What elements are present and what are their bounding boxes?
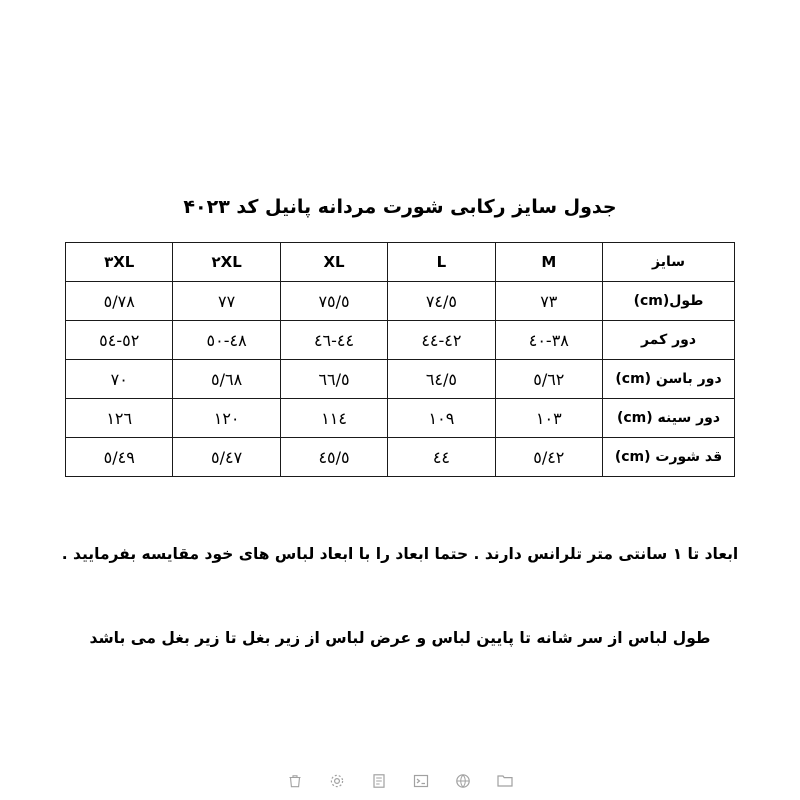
table-header-size-label: سایز — [603, 243, 735, 282]
cell-2-3: ٦۸/٥ — [173, 360, 280, 399]
table-row — [66, 282, 735, 321]
cell-0-4: ۷۸/٥ — [66, 282, 173, 321]
cell-3-4: ۱۲٦ — [66, 399, 173, 438]
files-icon[interactable] — [371, 773, 387, 789]
cell-4-2: ٤٥/٥ — [280, 438, 387, 477]
cell-4-4: ٤۹/٥ — [66, 438, 173, 477]
size-table-wrapper — [65, 242, 735, 477]
table-header-size-4: ۳XL — [66, 243, 173, 282]
row-label-4: قد شورت (cm) — [603, 438, 735, 477]
table-row — [66, 399, 735, 438]
taskbar — [0, 762, 800, 800]
cell-0-1: ۷٤/٥ — [388, 282, 495, 321]
cell-1-4: ٥۲-٥٤ — [66, 321, 173, 360]
cell-1-3: ٤۸-٥۰ — [173, 321, 280, 360]
cell-3-2: ۱۱٤ — [280, 399, 387, 438]
cell-1-2: ٤٤-٤٦ — [280, 321, 387, 360]
cell-4-1: ٤٤ — [388, 438, 495, 477]
settings-icon[interactable] — [329, 773, 345, 789]
cell-1-1: ٤۲-٤٤ — [388, 321, 495, 360]
trash-icon[interactable] — [287, 773, 303, 789]
cell-2-0: ٦۲/٥ — [495, 360, 602, 399]
cell-0-0: ۷۳ — [495, 282, 602, 321]
cell-4-3: ٤۷/٥ — [173, 438, 280, 477]
size-table — [65, 242, 735, 477]
table-row — [66, 438, 735, 477]
folder-icon[interactable] — [497, 773, 513, 789]
cell-2-2: ٦٦/٥ — [280, 360, 387, 399]
table-header-size-1: L — [388, 243, 495, 282]
row-label-3: دور سینه (cm) — [603, 399, 735, 438]
row-label-2: دور باسن (cm) — [603, 360, 735, 399]
page-title: جدول سایز رکابی شورت مردانه پانیل کد ۴۰۲۳ — [183, 196, 617, 218]
row-label-0: طول(cm) — [603, 282, 735, 321]
note-measurement: طول لباس از سر شانه تا پایین لباس و عرض لباس از زیر بغل تا زیر بغل می باشد — [89, 629, 711, 647]
browser-icon[interactable] — [455, 773, 471, 789]
note-tolerance: ابعاد تا ۱ سانتی متر تلرانس دارند . حتما ابعاد را با ابعاد لباس های خود مقایسه بفرمایید . — [61, 545, 739, 563]
cell-0-3: ۷۷ — [173, 282, 280, 321]
table-row — [66, 321, 735, 360]
cell-3-0: ۱۰۳ — [495, 399, 602, 438]
table-header-size-2: XL — [280, 243, 387, 282]
table-header-size-0: M — [495, 243, 602, 282]
table-header-row — [66, 243, 735, 282]
cell-0-2: ۷٥/٥ — [280, 282, 387, 321]
cell-4-0: ٤۲/٥ — [495, 438, 602, 477]
cell-3-3: ۱۲۰ — [173, 399, 280, 438]
cell-2-1: ٦٤/٥ — [388, 360, 495, 399]
cell-3-1: ۱۰۹ — [388, 399, 495, 438]
table-header-size-3: ۲XL — [173, 243, 280, 282]
table-row — [66, 360, 735, 399]
cell-1-0: ۳۸-٤۰ — [495, 321, 602, 360]
terminal-icon[interactable] — [413, 773, 429, 789]
cell-2-4: ۷۰ — [66, 360, 173, 399]
row-label-1: دور کمر — [603, 321, 735, 360]
